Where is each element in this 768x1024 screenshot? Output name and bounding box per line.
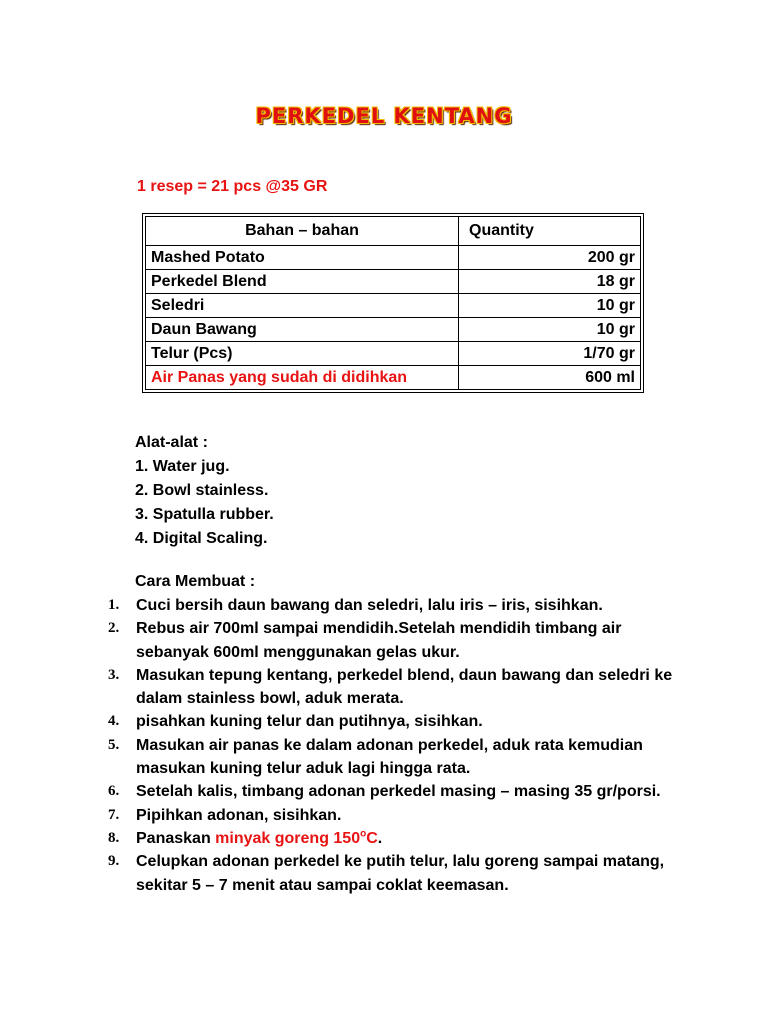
list-item <box>108 850 678 897</box>
step-number: 9. <box>108 853 120 870</box>
tools-heading: Alat-alat : <box>135 434 208 451</box>
step-text: Pipihkan adonan, sisihkan. <box>136 806 342 824</box>
table-row <box>146 366 641 390</box>
list-item: 4. Digital Scaling. <box>135 530 268 547</box>
list-item: 3. Spatulla rubber. <box>135 506 274 523</box>
highlight-oil-temp: minyak goreng 150 <box>215 829 361 847</box>
step-text: Masukan tepung kentang, perkedel blend, daun bawang dan seledri ke dalam stainless bowl, aduk merata. <box>136 666 673 708</box>
list-item <box>108 827 678 850</box>
ingredient-name: Seledri <box>146 294 459 318</box>
ingredient-name: Mashed Potato <box>146 246 459 270</box>
degree-superscript: o <box>360 828 367 840</box>
table-row <box>146 318 641 342</box>
header-ingredient: Bahan – bahan <box>146 217 459 246</box>
list-item <box>108 734 678 781</box>
step-text: Cuci bersih daun bawang dan seledri, lalu iris – iris, sisihkan. <box>136 597 603 614</box>
ingredient-quantity: 10 gr <box>459 294 641 318</box>
recipe-yield: 1 resep = 21 pcs @35 GR <box>137 178 328 195</box>
step-number: 3. <box>108 666 120 683</box>
method-heading: Cara Membuat : <box>135 573 256 590</box>
list-item: 2. Bowl stainless. <box>135 482 269 499</box>
step-number: 1. <box>108 597 120 613</box>
ingredient-quantity: 200 gr <box>459 246 641 270</box>
step-text: pisahkan kuning telur dan putihnya, sisihkan. <box>136 713 483 731</box>
list-item <box>108 710 678 733</box>
step-number: 2. <box>108 620 120 637</box>
step-number: 4. <box>108 713 120 730</box>
step-text: Masukan air panas ke dalam adonan perkedel, aduk rata kemudian masukan kuning telur aduk lagi hingga rata. <box>136 736 643 778</box>
table-row <box>146 270 641 294</box>
table-row <box>146 246 641 270</box>
list-item <box>108 780 678 803</box>
ingredient-name: Telur (Pcs) <box>146 342 459 366</box>
list-item <box>108 594 678 617</box>
step-number: 5. <box>108 736 120 753</box>
ingredients-table <box>142 213 644 393</box>
step-text <box>136 827 678 850</box>
method-steps <box>108 594 678 897</box>
highlight-text <box>215 830 378 847</box>
ingredient-name: Perkedel Blend <box>146 270 459 294</box>
list-item <box>108 664 678 711</box>
page-title: PERKEDEL KENTANG <box>255 104 513 128</box>
step-number: 6. <box>108 783 120 800</box>
ingredient-quantity: 1/70 gr <box>459 342 641 366</box>
list-item <box>108 617 678 664</box>
step-text: Setelah kalis, timbang adonan perkedel masing – masing 35 gr/porsi. <box>136 783 661 801</box>
ingredient-quantity: 18 gr <box>459 270 641 294</box>
step-number: 8. <box>108 829 120 846</box>
step-text: Rebus air 700ml sampai mendidih.Setelah mendidih timbang air sebanyak 600ml menggunakan gelas ukur. <box>136 620 622 661</box>
temperature-unit: C <box>366 829 378 847</box>
list-item <box>108 804 678 827</box>
header-quantity: Quantity <box>459 217 641 246</box>
table-header-row <box>146 217 641 246</box>
ingredient-quantity: 10 gr <box>459 318 641 342</box>
step-text-prefix: Panaskan <box>136 829 216 847</box>
table-row <box>146 294 641 318</box>
ingredient-quantity: 600 ml <box>459 366 641 390</box>
step-number: 7. <box>108 806 120 823</box>
tools-section <box>135 431 274 551</box>
step-text: Celupkan adonan perkedel ke putih telur, lalu goreng sampai matang, sekitar 5 – 7 menit atau sampai coklat keemasan. <box>136 853 665 894</box>
list-item: 1. Water jug. <box>135 458 230 475</box>
ingredient-name: Air Panas yang sudah di didihkan <box>146 366 459 390</box>
ingredient-name: Daun Bawang <box>146 318 459 342</box>
table-row <box>146 342 641 366</box>
step-text-suffix: . <box>377 829 383 847</box>
